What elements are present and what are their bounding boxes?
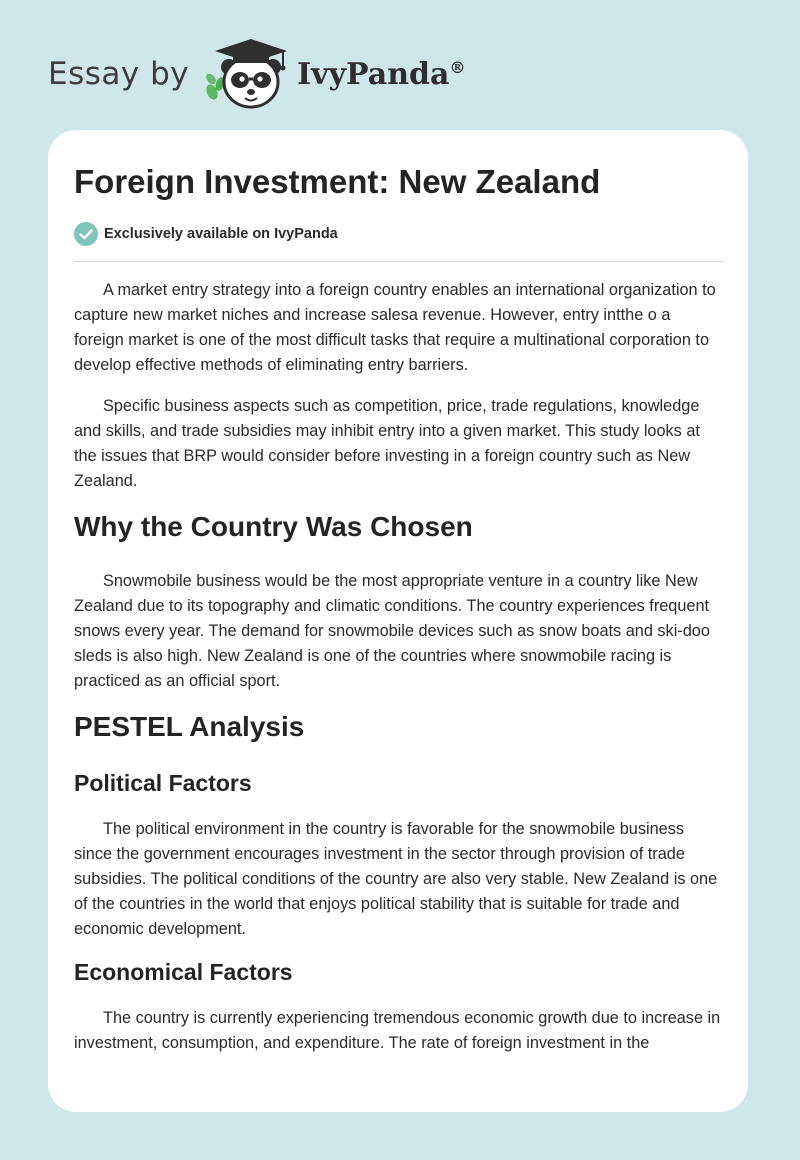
subsection-heading: Economical Factors — [74, 959, 293, 985]
paragraph: Snowmobile business would be the most appropriate venture in a country like New Zealand due to its topography and climatic conditions. The country experiences frequent snows every year. The demand for snowmobile devices such as snow boats and ski-doo sleds is also high. New Zealand is one of the countries where snowmobile racing is practiced as an official sport. — [74, 572, 710, 690]
section-heading: PESTEL Analysis — [74, 711, 305, 742]
exclusive-badge-label: Exclusively available on IvyPanda — [104, 226, 338, 242]
check-circle-icon — [74, 222, 98, 246]
exclusive-badge — [74, 222, 338, 246]
site-header — [48, 34, 465, 114]
paragraph: The country is currently experiencing tremendous economic growth due to increase in investment, consumption, and expenditure. The rate of foreign investment in the — [74, 1009, 721, 1052]
article-card — [48, 130, 748, 1112]
article-body — [74, 278, 724, 1072]
title-divider — [74, 261, 724, 262]
subsection-heading: Political Factors — [74, 770, 252, 796]
paragraph: A market entry strategy into a foreign country enables an international organization to capture new market niches and increase salesa revenue. However, entry intthe o a foreign market is one of the most difficult tasks that require a multinational corporation to develop effective methods of eliminating entry barriers. — [74, 281, 716, 374]
ivypanda-logo-icon[interactable] — [203, 37, 295, 111]
paragraph: Specific business aspects such as competition, price, trade regulations, knowledge and skills, and trade subsidies may inhibit entry into a given market. This study looks at the issues that BRP would consider before investing in a foreign country such as New Zealand. — [74, 397, 700, 490]
article-title: Foreign Investment: New Zealand — [74, 163, 601, 200]
section-heading: Why the Country Was Chosen — [74, 511, 473, 542]
brand-prefix: Essay by — [48, 56, 190, 92]
brand-name[interactable]: IvyPanda® — [297, 56, 466, 92]
paragraph: The political environment in the country is favorable for the snowmobile business since the government encourages investment in the sector through provision of trade subsidies. The political conditions of the country are also very stable. New Zealand is one of the countries in the world that enjoys political stability that is suitable for trade and economic development. — [74, 820, 718, 938]
